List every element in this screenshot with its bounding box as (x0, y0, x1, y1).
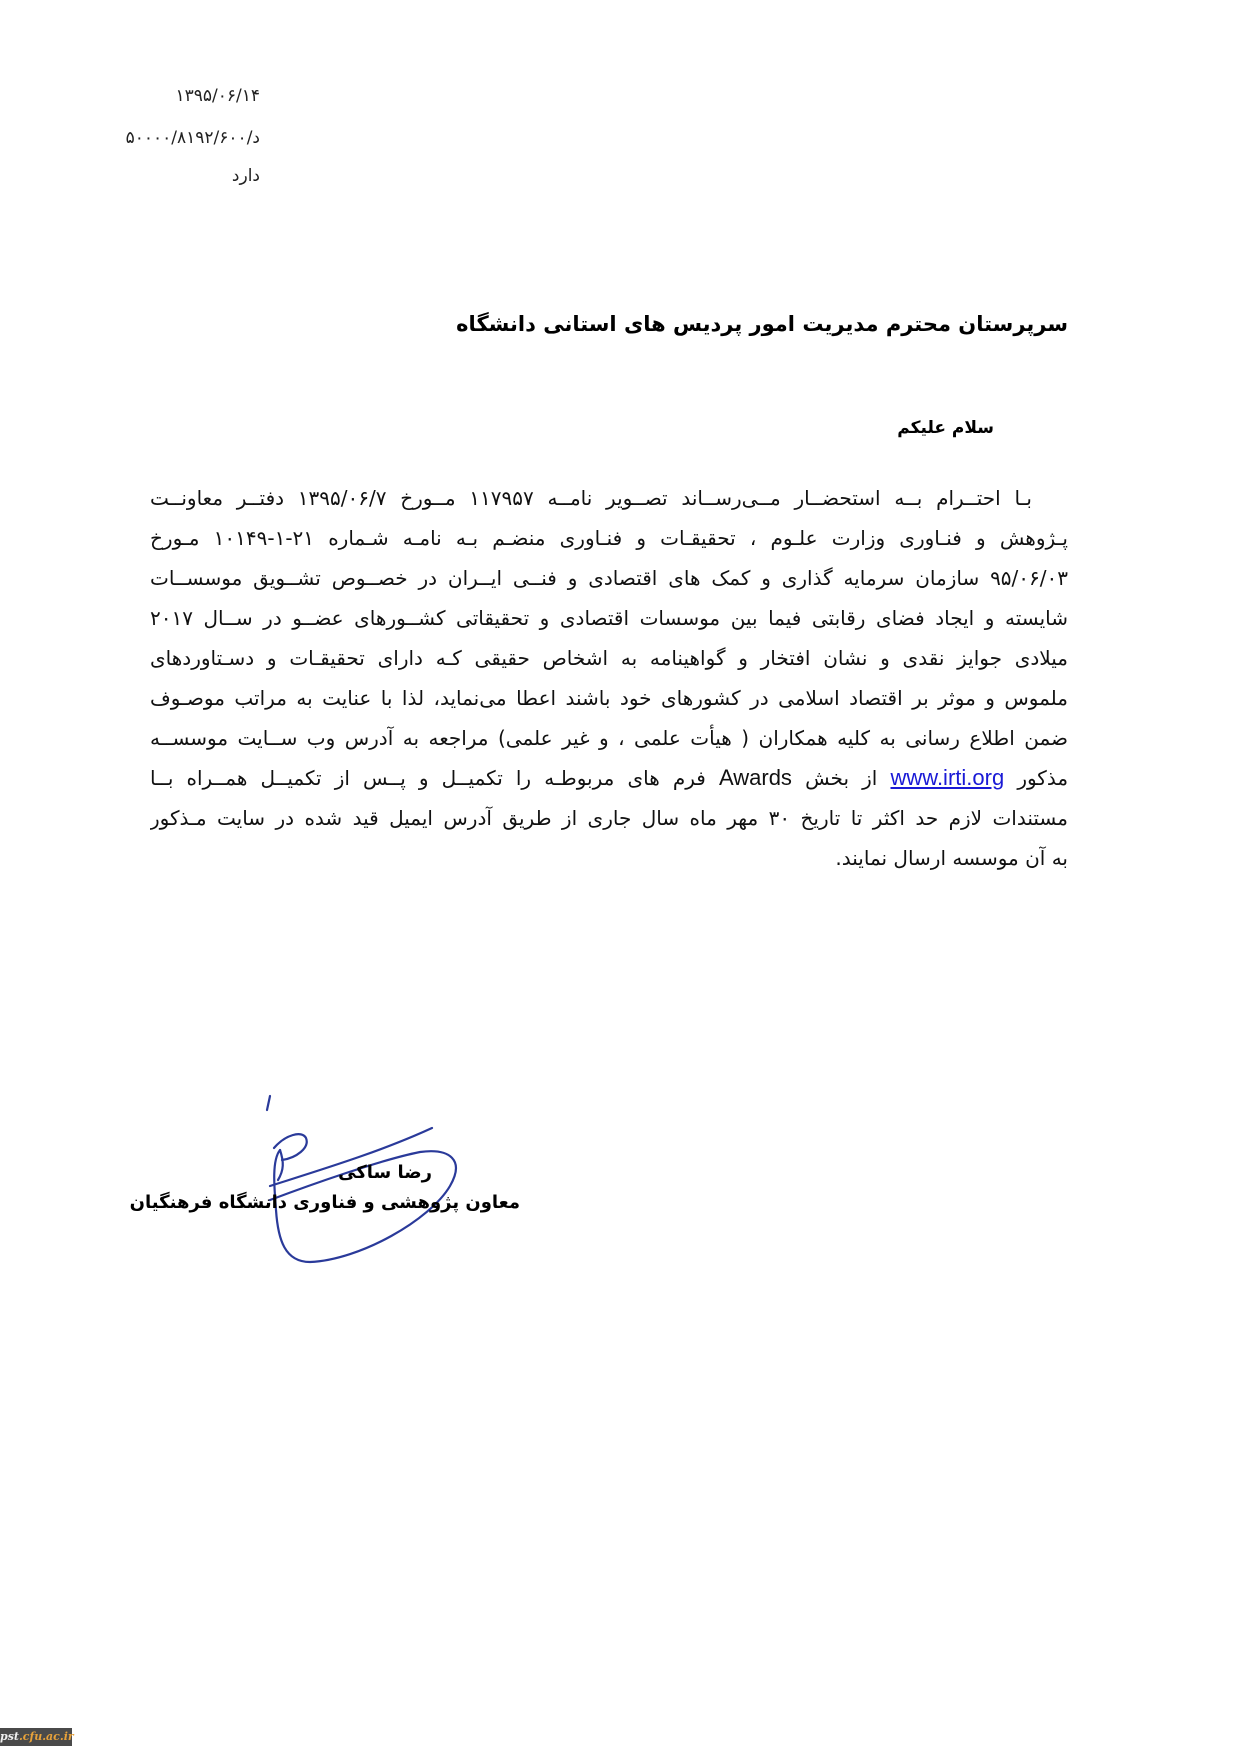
letter-attachment: دارد (231, 166, 260, 186)
handwritten-signature-icon (240, 1090, 540, 1280)
body-text-segment: از بخش (805, 766, 878, 790)
body-line: میلادی جوایز نقدی و نشان افتخار و گواهینامه به اشخاص حقیقی کـه دارای تحقیقـات و دسـتاوردهای (150, 646, 1068, 670)
body-text-segment: مذکور (1017, 766, 1068, 790)
recipient-heading: سرپرستان محترم مدیریت امور پردیس های استانی دانشگاه (456, 312, 1068, 336)
site-watermark (0, 1728, 72, 1746)
body-line: ملموس و موثر بر اقتصاد اسلامی در کشورهای خود باشند اعطا می‌نماید، لذا با عنایت به مراتب موصـوف (150, 686, 1068, 710)
letter-number: د/۵۰۰۰۰/۸۱۹۲/۶۰۰ (125, 128, 260, 148)
signature-block (129, 1090, 540, 1280)
signer-title: معاون پژوهشی و فناوری دانشگاه فرهنگیان (129, 1192, 520, 1213)
body-text-segment: فرم های مربوطـه را تکمیــل و پــس از تکمیــل همــراه بــا (150, 766, 706, 790)
greeting: سلام علیکم (897, 418, 994, 438)
body-line: شایسته و ایجاد فضای رقابتی فیما بین موسسات اقتصادی و تحقیقاتی کشــورهای عضــو در ســال ۲۰۱۷ (150, 606, 1068, 630)
body-line: ۹۵/۰۶/۰۳ سازمان سرمایه گذاری و کمک های اقتصادی و فنــی ایــران در خصــوص تشــویق موسســات (150, 566, 1068, 590)
body-line-with-link (150, 758, 1068, 798)
body-line: بـا احتــرام بــه استحضــار مــی‌رســاند تصــویر نامــه ۱۱۷۹۵۷ مــورخ ۱۳۹۵/۰۶/۷ دفتــر معاونــت (150, 486, 1032, 510)
body-line: پـژوهش و فنـاوری وزارت علـوم ، تحقیقـات و فنـاوری منضـم بـه نامـه شـماره ۲۱-۱-۱۰۱۴۹ مـورخ (150, 526, 1068, 550)
body-line: ضمن اطلاع رسانی به کلیه همکاران ( هیأت علمی ، و غیر علمی) مراجعه به آدرس وب ســایت موسســه (150, 726, 1068, 750)
letter-date: ۱۳۹۵/۰۶/۱۴ (175, 86, 260, 106)
irti-website-link[interactable]: www.irti.org (890, 765, 1005, 790)
letter-body (150, 478, 1068, 878)
body-line: به آن موسسه ارسال نمایند. (835, 846, 1068, 870)
watermark-prefix: pst (0, 1730, 19, 1743)
body-line: مستندات لازم حد اکثر تا تاریخ ۳۰ مهر ماه سال جاری از طریق آدرس ایمیل قید شده در سایت مـذکور (150, 806, 1068, 830)
watermark-domain: .cfu.ac.ir (18, 1730, 74, 1743)
signer-name: رضا ساکی (338, 1162, 432, 1183)
awards-section-name: Awards (718, 765, 792, 790)
